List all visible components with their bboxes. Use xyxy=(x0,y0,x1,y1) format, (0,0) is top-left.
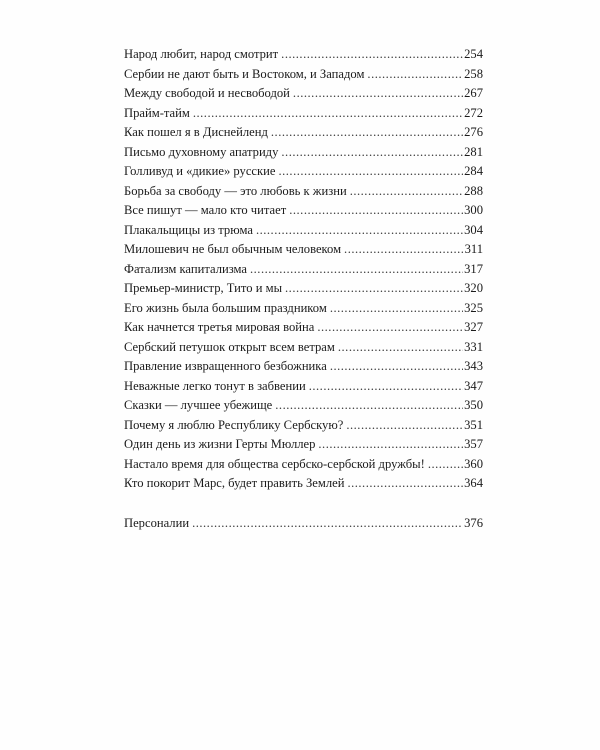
toc-leader-dots xyxy=(192,514,463,534)
toc-entry-page: 267 xyxy=(464,86,483,100)
toc-entry xyxy=(124,221,483,241)
toc-entry-title: Сказки — лучшее убежище xyxy=(124,398,273,412)
toc-entry-title: Плакальщицы из трюма xyxy=(124,222,253,237)
toc-appendix-page: 376 xyxy=(464,515,483,530)
toc-leader-dots xyxy=(250,260,463,280)
toc-entry-title: Почему я люблю Республику Сербскую? xyxy=(124,417,344,432)
toc-entry-page: 281 xyxy=(464,144,483,159)
toc-leader-dots xyxy=(330,299,463,319)
toc-leader-dots xyxy=(330,357,463,377)
toc-entry-title: Премьер-министр, Тито и мы xyxy=(124,281,283,295)
toc-leader-dots xyxy=(289,201,463,221)
toc-entry-title: Борьба за свободу — это любовь к жизни xyxy=(124,183,347,198)
toc-entry-title: Фатализм капитализма xyxy=(124,261,247,276)
toc-entry xyxy=(124,162,483,182)
toc-entry xyxy=(124,104,483,124)
toc-entry xyxy=(124,260,483,280)
toc-appendix-title: Персоналии xyxy=(124,515,190,530)
toc-leader-dots xyxy=(193,104,463,124)
table-of-contents xyxy=(124,45,483,533)
toc-entry-page: 350 xyxy=(464,398,483,412)
toc-entry-page: 360 xyxy=(464,456,483,471)
toc-appendix-entry xyxy=(124,514,483,534)
toc-leader-dots xyxy=(428,455,463,475)
toc-leader-dots xyxy=(338,338,463,358)
toc-entry xyxy=(124,396,483,416)
toc-leader-dots xyxy=(256,221,463,241)
toc-entry xyxy=(124,201,483,221)
toc-entry-page: 331 xyxy=(464,339,483,354)
toc-leader-dots xyxy=(285,279,463,299)
toc-leader-dots xyxy=(278,162,463,182)
toc-entry xyxy=(124,357,483,377)
toc-entry-page: 357 xyxy=(464,437,483,451)
toc-entry xyxy=(124,318,483,338)
toc-leader-dots xyxy=(367,65,463,85)
toc-entry-page: 284 xyxy=(464,164,483,178)
toc-entry xyxy=(124,455,483,475)
toc-section-gap xyxy=(124,494,483,514)
toc-entry-page: 351 xyxy=(464,417,483,432)
toc-leader-dots xyxy=(318,435,463,455)
toc-leader-dots xyxy=(271,123,463,143)
toc-entry-page: 276 xyxy=(464,125,483,139)
toc-entry-title: Правление извращенного безбожника xyxy=(124,359,327,373)
toc-entry xyxy=(124,474,483,494)
toc-leader-dots xyxy=(281,143,463,163)
toc-entry-page: 320 xyxy=(464,281,483,295)
toc-entry-title: Сербии не дают быть и Востоком, и Западом xyxy=(124,66,365,81)
toc-leader-dots xyxy=(309,377,463,397)
toc-entry xyxy=(124,338,483,358)
toc-entry-title: Его жизнь была большим праздником xyxy=(124,300,327,315)
toc-entry xyxy=(124,377,483,397)
toc-leader-dots xyxy=(293,84,463,104)
toc-entry-page: 327 xyxy=(464,320,483,334)
toc-leader-dots xyxy=(281,45,463,65)
toc-leader-dots xyxy=(275,396,463,416)
toc-entry-title: Милошевич не был обычным человеком xyxy=(124,242,342,256)
toc-entry xyxy=(124,240,483,260)
toc-entry-title: Настало время для общества сербско-сербской дружбы! xyxy=(124,456,425,471)
toc-entry xyxy=(124,84,483,104)
toc-leader-dots xyxy=(350,182,463,202)
toc-entry-title: Народ любит, народ смотрит xyxy=(124,47,279,61)
toc-entry-page: 347 xyxy=(464,378,483,393)
toc-leader-dots xyxy=(346,416,463,436)
toc-entry-title: Письмо духовному апатриду xyxy=(124,144,279,159)
toc-leader-dots xyxy=(344,240,464,260)
toc-entry xyxy=(124,279,483,299)
toc-leader-dots xyxy=(317,318,463,338)
toc-entry-page: 343 xyxy=(464,359,483,373)
toc-entry-page: 254 xyxy=(464,47,483,61)
toc-entry-title: Голливуд и «дикие» русские xyxy=(124,164,276,178)
toc-entry-page: 288 xyxy=(464,183,483,198)
toc-entry-title: Между свободой и несвободой xyxy=(124,86,290,100)
toc-entry-page: 311 xyxy=(464,242,483,256)
toc-entry-title: Как пошел я в Диснейленд xyxy=(124,125,268,139)
toc-entry-page: 364 xyxy=(464,476,483,490)
toc-entry xyxy=(124,143,483,163)
toc-entry-title: Как начнется третья мировая война xyxy=(124,320,315,334)
toc-entry-title: Кто покорит Марс, будет править Землей xyxy=(124,476,345,490)
toc-entry-title: Неважные легко тонут в забвении xyxy=(124,378,306,393)
toc-entry xyxy=(124,65,483,85)
toc-leader-dots xyxy=(347,474,463,494)
toc-entry xyxy=(124,435,483,455)
toc-entry-title: Сербский петушок открыт всем ветрам xyxy=(124,339,335,354)
toc-entry xyxy=(124,182,483,202)
toc-entry-page: 272 xyxy=(464,105,483,120)
toc-entry xyxy=(124,123,483,143)
toc-entry-title: Все пишут — мало кто читает xyxy=(124,203,287,217)
toc-entry xyxy=(124,45,483,65)
toc-entry xyxy=(124,299,483,319)
toc-entry-page: 317 xyxy=(464,261,483,276)
toc-entry xyxy=(124,416,483,436)
toc-entry-page: 258 xyxy=(464,66,483,81)
toc-entry-page: 325 xyxy=(464,300,483,315)
toc-entry-title: Один день из жизни Герты Мюллер xyxy=(124,437,316,451)
toc-entry-title: Прайм-тайм xyxy=(124,105,190,120)
toc-entry-page: 304 xyxy=(464,222,483,237)
toc-entry-page: 300 xyxy=(464,203,483,217)
